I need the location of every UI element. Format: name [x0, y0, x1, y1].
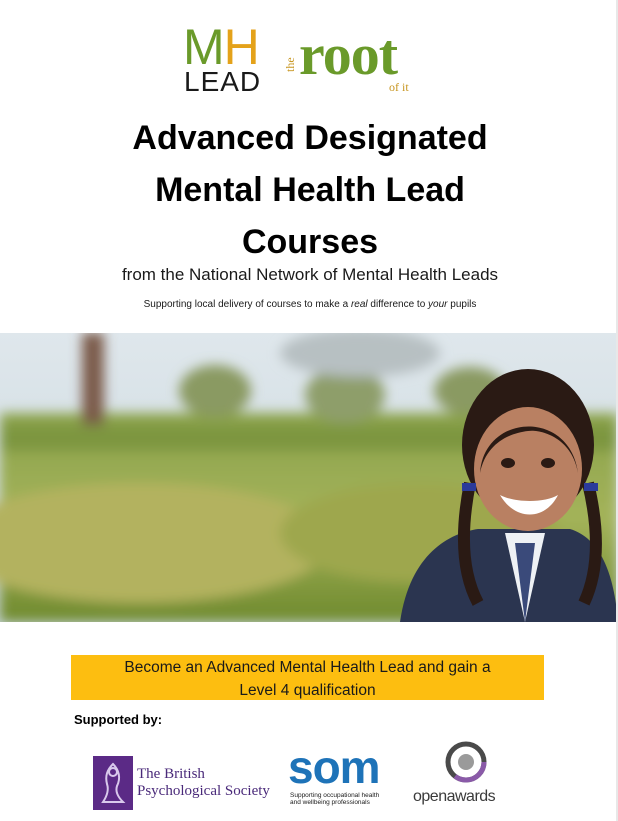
tagline-real: real — [350, 299, 368, 310]
bps-emblem-icon — [93, 756, 133, 810]
hero-photo — [0, 333, 618, 622]
bps-name — [137, 766, 270, 800]
page-title — [60, 112, 560, 268]
tagline-part-3: pupils — [447, 299, 477, 310]
tagline-part-1: Supporting local delivery of courses to make a — [143, 299, 351, 310]
som-tagline — [290, 792, 379, 806]
som-logo — [286, 741, 410, 812]
root-logo-of-it: of it — [389, 80, 409, 94]
mh-logo-m: M — [183, 19, 224, 75]
som-wordmark: som — [288, 741, 380, 793]
title-line-2: Mental Health Lead — [155, 171, 465, 209]
qualification-banner — [71, 655, 544, 700]
open-awards-logo — [413, 740, 523, 810]
title-line-1: Advanced Designated — [132, 119, 488, 157]
root-logo-word: root — [299, 22, 398, 87]
bps-line-2: Psychological Society — [137, 783, 270, 799]
tagline-part-2: difference to — [367, 299, 429, 310]
open-awards-wordmark: openawards — [413, 788, 496, 805]
mh-lead-logo — [183, 19, 263, 97]
banner-line-2: Level 4 qualification — [239, 682, 376, 699]
bps-line-1: The British — [137, 766, 205, 782]
open-awards-emblem-icon — [443, 740, 493, 786]
mh-logo-lead: LEAD — [184, 66, 262, 97]
root-logo-the: the — [283, 57, 297, 72]
supported-by-label: Supported by: — [74, 712, 163, 727]
tagline-your: your — [428, 299, 448, 310]
british-psychological-society-logo — [93, 756, 283, 810]
som-tagline-1: Supporting occupational health — [290, 792, 380, 799]
som-tagline-2: and wellbeing professionals — [290, 799, 370, 806]
banner-line-1: Become an Advanced Mental Health Lead and gain a — [124, 659, 491, 676]
subtitle: from the National Network of Mental Health Leads — [121, 265, 499, 284]
hero-photo-illustration — [0, 333, 618, 622]
mh-logo-letters — [183, 19, 259, 75]
tagline — [60, 298, 560, 312]
title-line-3: Courses — [241, 223, 379, 261]
mh-logo-h: H — [223, 19, 259, 75]
root-of-it-logo — [283, 22, 443, 98]
